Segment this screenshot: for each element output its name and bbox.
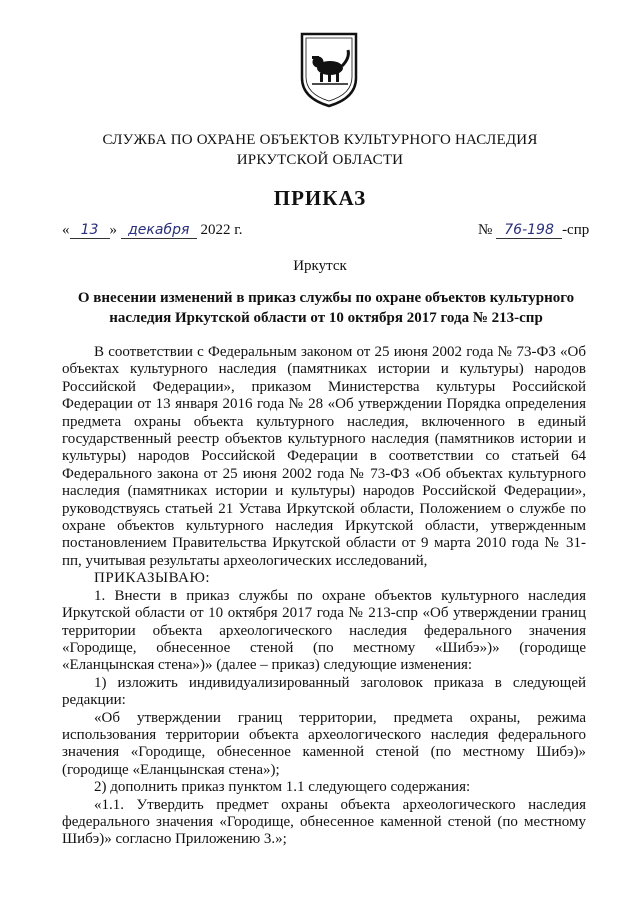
item-1-2-paragraph: 2) дополнить приказ пунктом 1.1 следующего содержания: [94, 779, 471, 796]
document-body [62, 344, 586, 849]
item-1-1-quote: «Об утверждении границ территории, предмета охраны, режима использования территории объекта археологического наследия федерального значения «Городище, обнесенное каменной стеной (по местному Шибэ)» (городище «Еланцынская стена»); [62, 709, 586, 778]
agency-name-line2: ИРКУТСКОЙ ОБЛАСТИ [236, 152, 404, 168]
number-suffix: -спр [562, 222, 590, 238]
order-word: ПРИКАЗЫВАЮ: [94, 570, 211, 587]
document-type-title: ПРИКАЗ [273, 186, 367, 210]
preamble-paragraph: В соответствии с Федеральным законом от 25 июня 2002 года № 73-ФЗ «Об объектах культурного наследия (памятниках истории и культуры) народов Российской Федерации», приказом Министерства культуры Российской Федерации от 13 января 2016 года № 28 «Об утверждении Порядка определения предмета охраны объекта культурного наследия, включенного в единый государственный реестр объектов культурного наследия (памятников истории и культуры) народов Российской Федерации в соответствии со статьей 64 Федерального закона от 25 июня 2002 года № 73-ФЗ «Об объектах культурного наследия (памятниках истории и культуры) народов Российской Федерации», руководствуясь статьей 21 Устава Иркутской области, Положением о службе по охране объектов культурного наследия Иркутской области, утвержденным постановлением Правительства Иркутской области от 9 марта 2010 года № 31-пп, учитывая результаты археологических исследований, [62, 344, 586, 569]
document-subject: О внесении изменений в приказ службы по охране объектов культурного наследия Иркутской области от 10 октября 2017 года № 213-спр [77, 290, 575, 326]
date-month: декабря [121, 222, 197, 239]
number-prefix: № [478, 222, 493, 238]
item-1-2-quote: «1.1. Утвердить предмет охраны объекта археологического наследия федерального значения «Городище, обнесенное каменной стеной (по местному Шибэ)» согласно Приложению 3.»; [62, 796, 586, 848]
agency-name [0, 130, 640, 170]
date-open-quote: « [62, 222, 70, 238]
date-day: 13 [70, 222, 110, 239]
agency-name-line1: СЛУЖБА ПО ОХРАНЕ ОБЪЕКТОВ КУЛЬТУРНОГО НАСЛЕДИЯ [102, 132, 538, 148]
coat-of-arms-icon [298, 28, 360, 108]
document-date [62, 222, 242, 239]
date-close-quote: » [109, 222, 117, 238]
date-year: 2022 г. [200, 222, 243, 238]
document-number [478, 222, 589, 239]
document-city: Иркутск [293, 258, 347, 274]
number-value: 76-198 [496, 222, 562, 239]
item-1-1-paragraph: 1) изложить индивидуализированный заголовок приказа в следующей редакции: [62, 674, 586, 709]
item-1-paragraph: 1. Внести в приказ службы по охране объектов культурного наследия Иркутской области от 10 октября 2017 года № 213-спр «Об утверждении границ территории объекта археологического наследия федерального значения «Городище, обнесенное стеной (по местному «Шибэ»)» (городище «Еланцынская стена»)» (далее – приказ) следующие изменения: [62, 587, 586, 674]
